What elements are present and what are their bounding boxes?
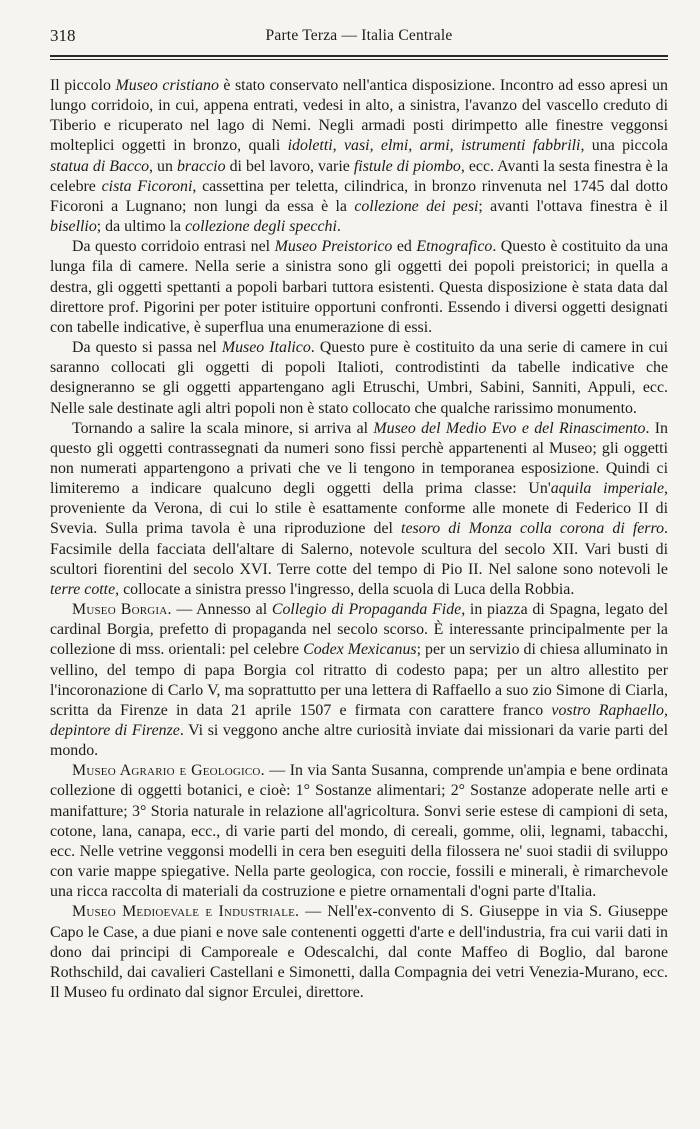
italic-run: fistule di piombo: [353, 157, 461, 175]
text-run: , cassettina per teletta, cilindrica, in bronzo rinvenuta nel 1745 dal dotto Ficoroni a Lugnano; non lungi da essa è la: [50, 177, 668, 215]
header-rule-thick: [50, 55, 668, 57]
text-run: — Annesso al: [171, 601, 272, 619]
text-run: . Questo è costituito da una lunga fila di camere. Nella serie a sinistra sono gli oggetti dei popoli preistorici; in quella a destra, gli oggetti spettanti a popoli barbari tuttora esistenti. Questa disposizione è stata data dal direttore prof. Pigorini per poter istituire opportuni confronti. Essendo i diversi oggetti designati con tabelle indicative, è superflua una enumerazione di essi.: [50, 238, 669, 336]
text-run: Da questo corridoio entrasi nel: [72, 238, 275, 256]
italic-run: Codex Mexicanus: [303, 641, 417, 659]
text-run: , ecc. Avanti la sesta finestra è la celebre: [50, 157, 669, 195]
italic-run: Collegio di Propaganda Fide: [271, 601, 462, 619]
paragraph-museo-italico: [50, 338, 668, 419]
text-run: di bel lavoro, varie: [225, 157, 354, 175]
paragraph-museo-borgia: [50, 600, 668, 761]
italic-run: collezione dei pesi: [354, 197, 479, 215]
text-run: . Facsimile della facciata dell'altare di Salerno, notevole scultura del secolo XII. Vari busti di scultori fiorentini del secolo XVI. Terre cotte del tempo di Pio II. Nel salone sono notevoli le: [50, 520, 669, 578]
paragraph-museo-preistorico: [50, 237, 668, 338]
text-run: . Questo pure è costituito da una serie di camere in cui saranno collocati gli oggetti di popoli Italioti, controdistinti da tabelle indicative che designeranno se gli oggetti appartengano agli Etruschi, Umbri, Sabini, Sanniti, Appuli, ecc. Nelle sale destinate agli altri popoli non è stato collocato che qualche rarissimo monumento.: [50, 339, 668, 417]
museum-heading: Museo Medioevale e Industriale.: [72, 903, 300, 921]
text-run: . In questo gli oggetti contrassegnati da numeri sono fissi perchè appartenenti al Museo; gli oggetti non numerati appartengono a privati che ve li tengono in temporanea esposizione. Quindi ci limiteremo a indicare qualcuno degli oggetti della prima classe: Un': [50, 419, 668, 498]
header-rule-thin: [50, 59, 668, 60]
text-run: ; per un servizio di chiesa alluminato in vellino, del tempo di papa Borgia col ritratto di codesto papa; per un altro allestito per l'incoronazione di Carlo V, ma soprattutto per una lettera di Raffaello a suo zio Simone di Ciarla, scritta da Firenze in data 21 aprile 1507 e firmata con carattere franco: [50, 641, 668, 719]
italic-run: cista Ficoroni: [101, 177, 193, 195]
italic-run: Museo cristiano: [115, 77, 219, 94]
italic-run: braccio: [176, 157, 226, 175]
text-run: — In via Santa Susanna, comprende un'ampia e bene ordinata collezione di oggetti botanici, e cioè: 1° Sostanze alimentari; 2° Sostanze adoperate nelle arti e manifatture; 3° Storia naturale in relazione all'agricoltura. Sonvi serie estese di campioni di seta, cotone, lana, canapa, ecc., di varie parti del mondo, di cereali, gomme, olii, legnami, tabacchi, ecc. Nelle vetrine veggonsi modelli in cera ben eseguiti della filossera ne' suoi stadii di sviluppo con varie mappe spiegative. Nella parte geologica, con roccie, fossili e minerali, è rimarchevole una ricca raccolta di materiali da costruzione e pietre ornamentali d'ogni parte d'Italia.: [50, 762, 669, 901]
italic-run: collezione degli specchi: [185, 218, 337, 236]
text-run: , in piazza di Spagna, legato del cardinal Borgia, prefetto di propaganda nel secolo scorso. È interessante principalmente per la collezione di mss. orientali: pel celebre: [50, 601, 668, 659]
museum-heading: Museo Agrario e Geologico.: [72, 762, 265, 780]
italic-run: terre cotte: [50, 580, 116, 598]
paragraph-museo-medioevale: [50, 902, 668, 1003]
paragraph-museo-medio-evo: [50, 419, 668, 600]
museum-heading: Museo Borgia.: [72, 601, 172, 619]
text-run: , proveniente da Verona, di cui lo stile è esattamente conforme alle monete di Federico II di Svevia. Sulla prima tavola è una riproduzione del: [50, 480, 668, 538]
page-number: 318: [50, 26, 76, 45]
page-header: [50, 26, 668, 48]
italic-run: Museo Preistorico: [274, 238, 393, 256]
text-run: Da questo si passa nel: [72, 339, 222, 357]
italic-run: Museo Italico: [221, 339, 311, 357]
paragraph-museo-agrario: [50, 761, 668, 902]
italic-run: idoletti, vasi, elmi, armi, istrumenti fabbrili,: [287, 137, 585, 155]
text-run: Il piccolo: [50, 77, 116, 94]
text-run: una piccola: [584, 137, 668, 155]
body-text: [50, 76, 668, 1003]
italic-run: Etnografico: [416, 238, 493, 256]
text-run: . Vi si veggono anche altre curiosità inviate dai missionari da varie parti del mondo.: [50, 722, 668, 760]
text-run: , un: [149, 157, 177, 175]
text-run: ; avanti l'ottava finestra è il: [478, 197, 668, 215]
text-run: ed: [392, 238, 417, 256]
text-run: Tornando a salire la scala minore, si arriva al: [72, 419, 374, 437]
paragraph-museo-cristiano: [50, 76, 668, 237]
italic-run: statua di Bacco: [50, 157, 150, 175]
text-run: ; da ultimo la: [96, 218, 186, 236]
text-run: , collocate a sinistra presso l'ingresso, della scuola di Luca della Robbia.: [115, 580, 575, 598]
italic-run: tesoro di Monza colla corona di ferro: [401, 520, 665, 538]
text-run: è stato conservato nell'antica disposizione. Incontro ad esso apresi un lungo corridoio, in cui, appena entrati, vedesi in alto, a sinistra, l'avanzo del vascello creduto di Tiberio e ricuperato nel lago di Nemi. Negli armadi posti dirimpetto alle finestre veggonsi molteplici oggetti in bronzo, quali: [50, 77, 668, 155]
running-title: Parte Terza — Italia Centrale: [265, 27, 453, 44]
italic-run: bisellio: [50, 218, 97, 236]
text-run: — Nell'ex-convento di S. Giuseppe in via S. Giuseppe Capo le Case, a due piani e nove sale contenenti oggetti d'arte e dell'industria, fra cui varii dati in dono dai principi di Camporeale e Odescalchi, dal conte Maffeo di Boglio, dal barone Rothschild, dai cavalieri Castellani e Simonetti, dalla Compagnia dei vetri Venezia-Murano, ecc. Il Museo fu ordinato dal signor Erculei, direttore.: [50, 903, 668, 1002]
italic-run: Museo del Medio Evo e del Rinascimento: [373, 419, 646, 437]
text-run: .: [336, 218, 341, 236]
italic-run: vostro Raphaello, depintore di Firenze: [50, 701, 668, 739]
italic-run: aquila imperiale: [550, 480, 664, 498]
